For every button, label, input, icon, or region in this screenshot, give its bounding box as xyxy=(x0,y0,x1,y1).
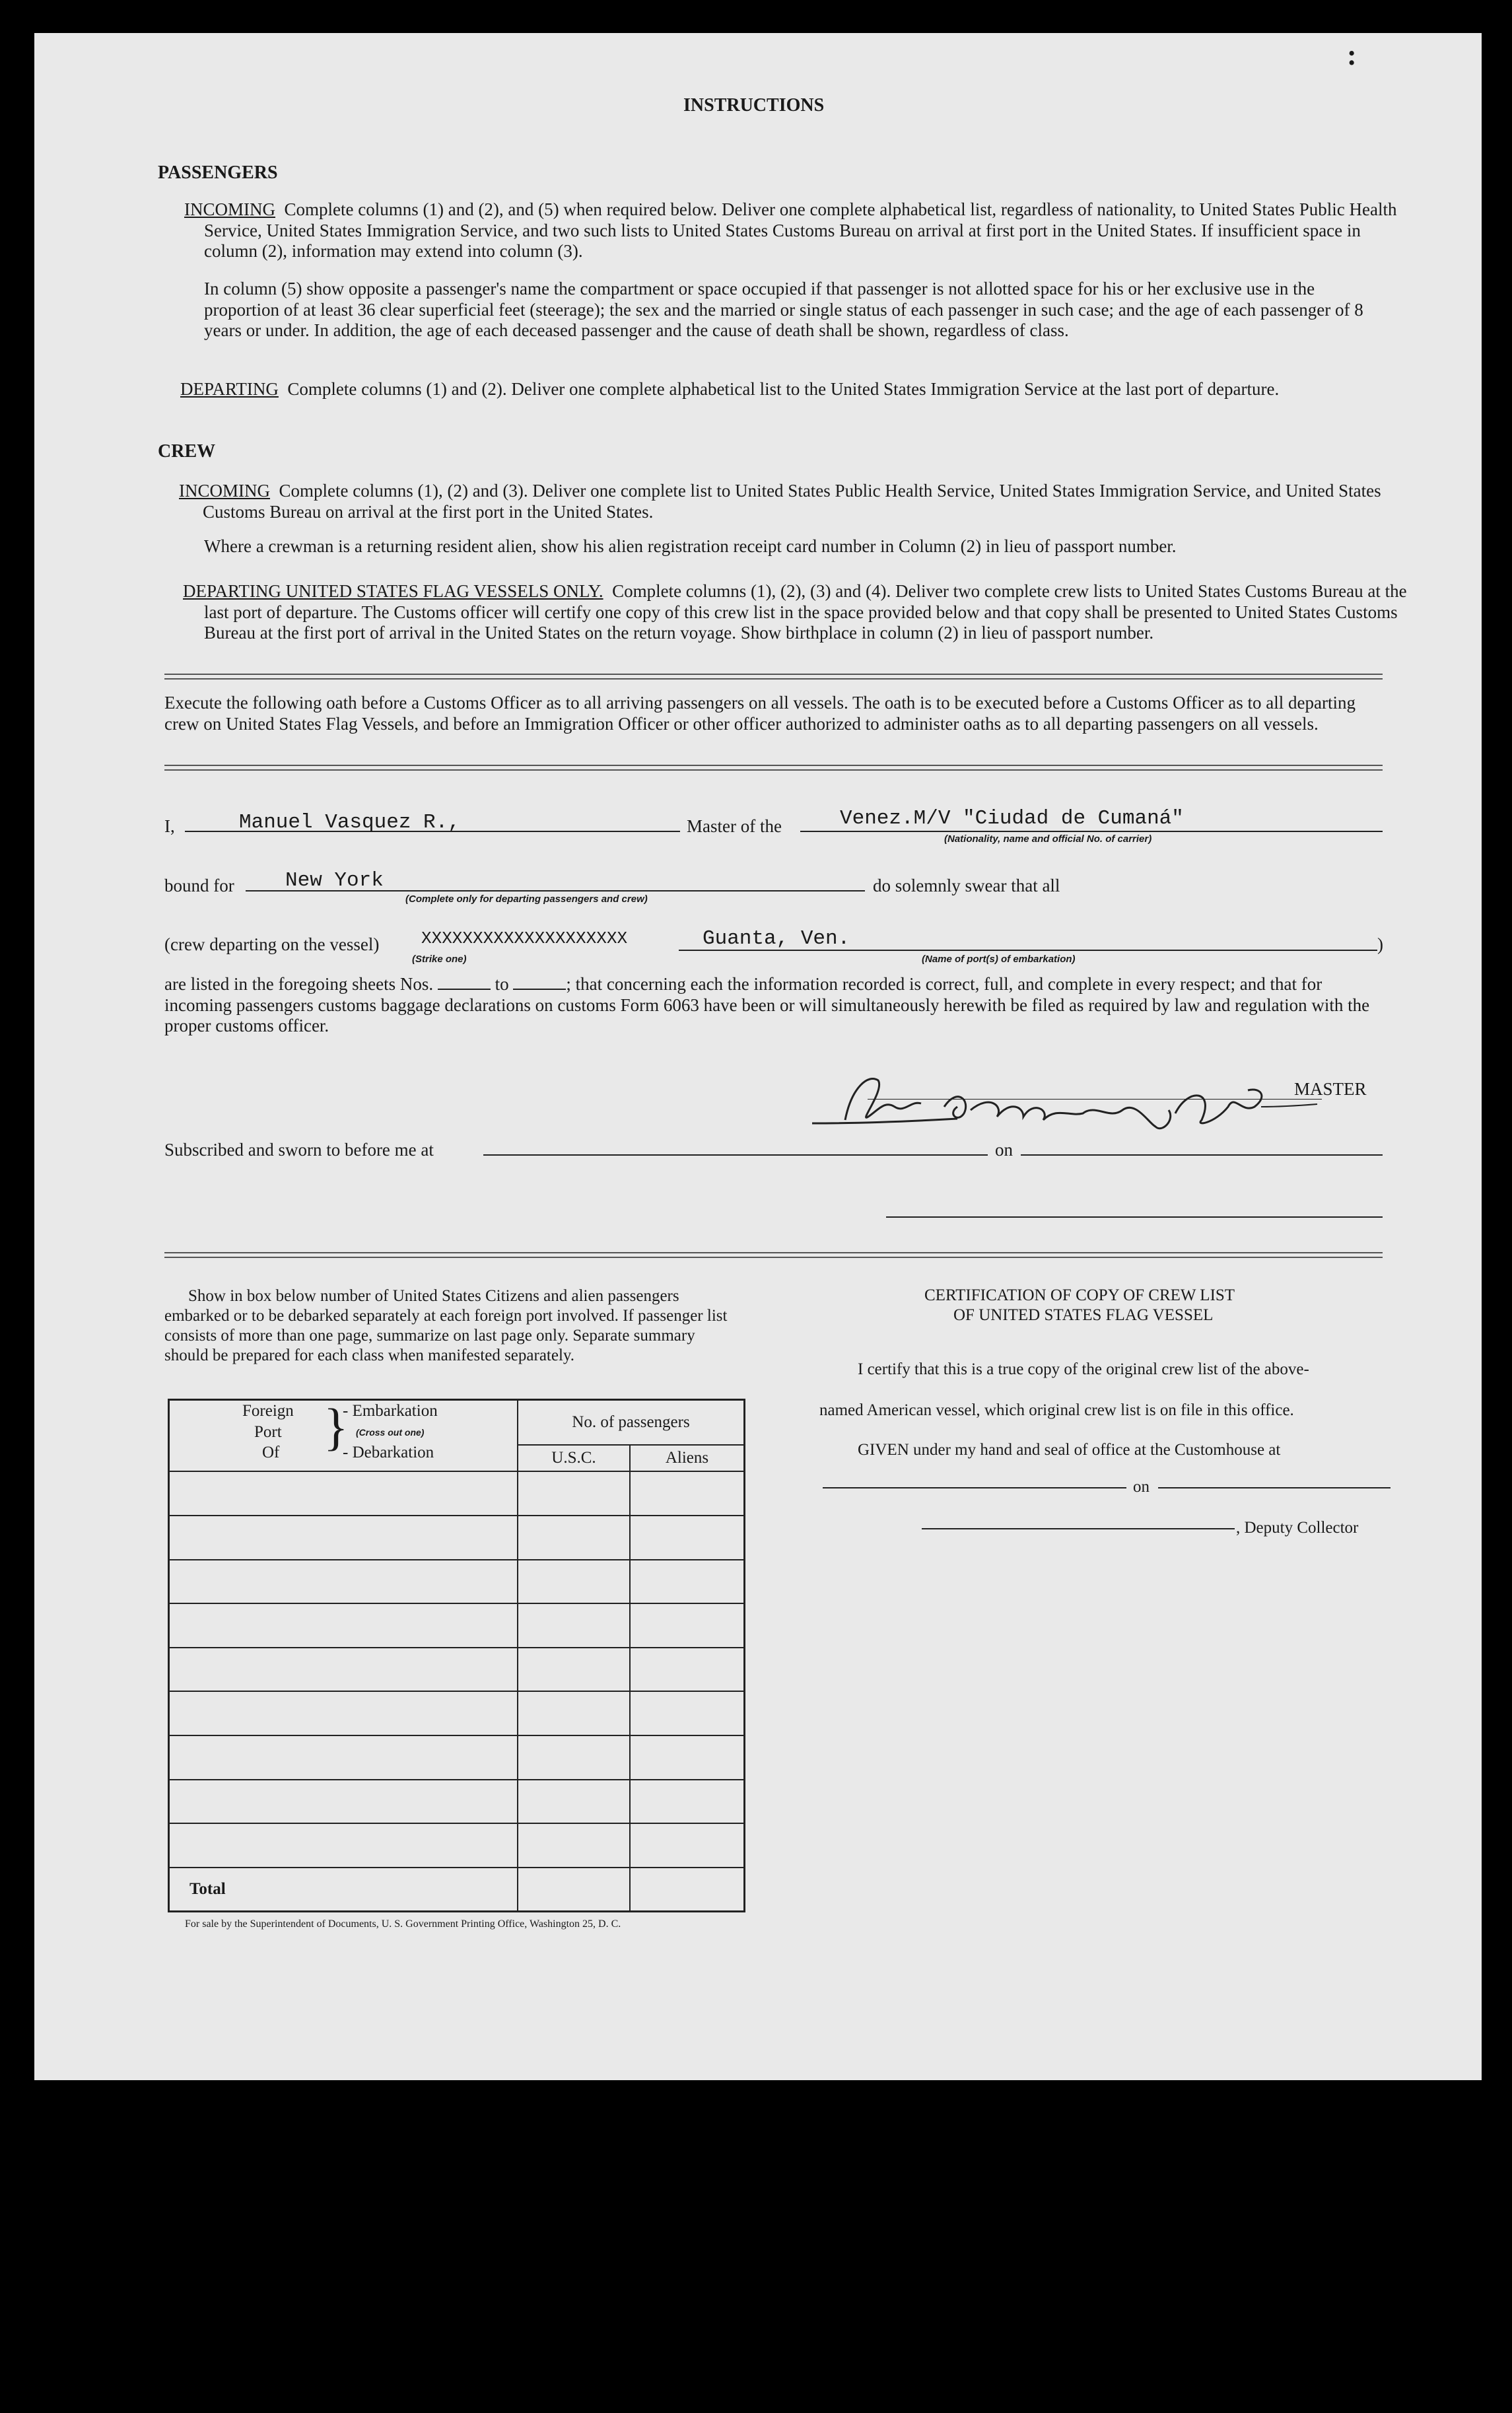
officer-signature-line[interactable] xyxy=(886,1216,1383,1218)
port-cell[interactable] xyxy=(169,1691,518,1735)
incoming-instructions xyxy=(184,199,1412,262)
oath-instruction: Execute the following oath before a Customs Officer as to all arriving passengers on all vessels. The oath is to be executed before a Customs Officer as to all departing crew on United States Flag Vessels, and before an Immigration Officer or other officer authorized to administer oaths as to all departing passengers on all vessels. xyxy=(164,693,1356,734)
col-port: Port xyxy=(254,1423,282,1441)
table-row xyxy=(169,1603,745,1648)
sheet-from-field[interactable] xyxy=(438,974,491,990)
aliens-cell[interactable] xyxy=(630,1516,745,1560)
crew-heading: CREW xyxy=(158,441,216,462)
usc-cell[interactable] xyxy=(518,1603,630,1648)
aliens-cell[interactable] xyxy=(630,1735,745,1780)
certification-date-line[interactable] xyxy=(1158,1487,1391,1488)
aliens-header: Aliens xyxy=(630,1445,745,1471)
summary-instructions: Show in box below number of United States Citizens and alien passengers embarked or to be debarked separately at each foreign port involved. If passenger list consists of more than one page, summarize on last page only. Separate summary should be prepared for each class when manifested separately. xyxy=(164,1287,728,1364)
usc-cell[interactable] xyxy=(518,1780,630,1824)
listed-paragraph xyxy=(164,974,1383,1037)
customhouse-line[interactable] xyxy=(823,1487,1126,1488)
certification-line-3: GIVEN under my hand and seal of office at the Customhouse at xyxy=(858,1441,1281,1459)
crew-departing-label: DEPARTING UNITED STATES FLAG VESSELS ONLY. xyxy=(183,581,603,601)
embark-port-field[interactable]: Guanta, Ven. xyxy=(703,927,850,950)
crew-incoming-label: INCOMING xyxy=(179,481,270,501)
crew-incoming-text: Complete columns (1), (2) and (3). Deliver one complete list to United States Public Health Service, United States Immigration Service, and United States Customs Bureau on arrival at the first port in the United States. xyxy=(203,481,1381,522)
usc-cell[interactable] xyxy=(518,1516,630,1560)
usc-cell[interactable] xyxy=(518,1471,630,1516)
certification-line-2: named American vessel, which original crew list is on file in this office. xyxy=(819,1401,1294,1419)
incoming-label: INCOMING xyxy=(184,199,275,219)
port-cell[interactable] xyxy=(169,1471,518,1516)
port-cell[interactable] xyxy=(169,1648,518,1692)
incoming-text: Complete columns (1) and (2), and (5) when required below. Deliver one complete alphabetical list, regardless of nationality, to United States Public Health Service, United States Immigration Service, and two such lists to United States Customs Bureau on arrival at first port in the United States. If insufficient space in column (2), information may extend into column (3). xyxy=(204,199,1397,261)
usc-header: U.S.C. xyxy=(518,1445,630,1471)
usc-total-cell[interactable] xyxy=(518,1868,630,1912)
table-row xyxy=(169,1471,745,1516)
master-signature-line xyxy=(868,1099,1322,1100)
aliens-cell[interactable] xyxy=(630,1823,745,1868)
embark-caption: (Name of port(s) of embarkation) xyxy=(922,954,1076,965)
vessel-field[interactable]: Venez.M/V "Ciudad de Cumaná" xyxy=(840,807,1184,830)
aliens-total-cell[interactable] xyxy=(630,1868,745,1912)
aliens-cell[interactable] xyxy=(630,1691,745,1735)
table-row xyxy=(169,1648,745,1692)
crew-departing-text: Complete columns (1), (2), (3) and (4). Deliver two complete crew lists to United States Customs Bureau at the last port of departure. The Customs officer will certify one copy of this crew list in the space provided below and that copy shall be presented to United States Customs Bureau at the first port of arrival in the United States on the return voyage. Show birthplace in column (2) in lieu of passport number. xyxy=(204,581,1407,643)
swear-text: do solemnly swear that all xyxy=(873,876,1060,895)
aliens-cell[interactable] xyxy=(630,1560,745,1604)
departing-text: Complete columns (1) and (2). Deliver one complete alphabetical list to the United States Immigration Service at the last port of departure. xyxy=(287,379,1280,399)
separator-rule xyxy=(164,765,1383,771)
certification-on-label: on xyxy=(1133,1478,1150,1496)
listed-text-2: ; that concerning each the information recorded is correct, full, and complete in every respect; and that for incoming passengers customs baggage declarations on customs Form 6063 have been or will simultaneously herewith be filed as required by law and regulation with the proper customs officer. xyxy=(164,974,1370,1035)
brace-icon: } xyxy=(324,1398,349,1455)
table-row xyxy=(169,1691,745,1735)
subscribed-on-label: on xyxy=(995,1140,1013,1160)
master-of-the-label: Master of the xyxy=(687,816,782,836)
aliens-cell[interactable] xyxy=(630,1648,745,1692)
column5-instructions: In column (5) show opposite a passenger's name the compartment or space occupied if that passenger is not allotted space for his or her exclusive use in the proportion of at least 36 clear superficial feet (steerage); the sex and the married or single status of each passenger in such case; and the age of each passenger of 8 years or under. In addition, the age of each deceased passenger and the cause of death shall be shown, regardless of class. xyxy=(204,279,1363,340)
bound-for-label: bound for xyxy=(164,876,234,895)
separator-rule xyxy=(164,1252,1383,1258)
usc-cell[interactable] xyxy=(518,1560,630,1604)
subscribed-label: Subscribed and sworn to before me at xyxy=(164,1140,434,1160)
crew-incoming-instructions xyxy=(179,481,1416,522)
listed-to: to xyxy=(495,974,509,994)
master-name-field[interactable]: Manuel Vasquez R., xyxy=(239,811,460,834)
passengers-header: No. of passengers xyxy=(518,1400,745,1446)
table-row xyxy=(169,1560,745,1604)
listed-text-1: are listed in the foregoing sheets Nos. xyxy=(164,974,434,994)
table-row xyxy=(169,1823,745,1868)
master-label: MASTER xyxy=(1294,1079,1367,1099)
embarkation-label: - Embarkation xyxy=(343,1402,438,1420)
certification-line-1: I certify that this is a true copy of the original crew list of the above- xyxy=(858,1360,1309,1378)
aliens-cell[interactable] xyxy=(630,1603,745,1648)
table-row xyxy=(169,1735,745,1780)
master-signature xyxy=(806,1061,1327,1133)
close-paren: ) xyxy=(1377,934,1383,954)
table-row xyxy=(169,1780,745,1824)
bound-caption: (Complete only for departing passengers and crew) xyxy=(405,893,648,905)
port-cell[interactable] xyxy=(169,1560,518,1604)
certification-title-1: CERTIFICATION OF COPY OF CREW LIST xyxy=(924,1286,1235,1304)
usc-cell[interactable] xyxy=(518,1823,630,1868)
usc-cell[interactable] xyxy=(518,1648,630,1692)
port-cell[interactable] xyxy=(169,1516,518,1560)
debarkation-label: - Debarkation xyxy=(343,1444,434,1461)
vessel-line xyxy=(800,831,1383,832)
cross-out-caption: (Cross out one) xyxy=(356,1427,425,1438)
passengers-heading: PASSENGERS xyxy=(158,162,278,183)
port-cell[interactable] xyxy=(169,1735,518,1780)
port-cell[interactable] xyxy=(169,1603,518,1648)
usc-cell[interactable] xyxy=(518,1735,630,1780)
col-of: Of xyxy=(262,1444,280,1461)
separator-rule xyxy=(164,674,1383,680)
port-cell[interactable] xyxy=(169,1780,518,1824)
gpo-footer: For sale by the Superintendent of Documents, U. S. Government Printing Office, Washington 25, D. C. xyxy=(185,1918,621,1930)
form-page xyxy=(34,33,1482,2080)
i-label: I, xyxy=(164,816,175,836)
bound-for-field[interactable]: New York xyxy=(285,869,384,892)
strike-caption: (Strike one) xyxy=(412,954,467,965)
col-foreign: Foreign xyxy=(242,1402,294,1420)
deputy-collector-line[interactable] xyxy=(922,1528,1235,1529)
total-label: Total xyxy=(169,1868,518,1912)
page-mark: : xyxy=(1347,39,1357,71)
port-cell[interactable] xyxy=(169,1823,518,1868)
subscribed-date-line[interactable] xyxy=(1021,1154,1383,1156)
struck-text: XXXXXXXXXXXXXXXXXXXX xyxy=(421,928,628,948)
instructions-title: INSTRUCTIONS xyxy=(683,95,825,116)
departing-instructions xyxy=(180,379,1416,400)
table-row xyxy=(169,1516,745,1560)
departing-label: DEPARTING xyxy=(180,379,279,399)
resident-alien-instructions: Where a crewman is a returning resident alien, show his alien registration receipt card number in Column (2) in lieu of passport number. xyxy=(204,536,1177,556)
sheet-to-field[interactable] xyxy=(513,974,566,990)
deputy-collector-label: , Deputy Collector xyxy=(1236,1519,1359,1537)
usc-cell[interactable] xyxy=(518,1691,630,1735)
vessel-caption: (Nationality, name and official No. of carrier) xyxy=(944,833,1152,845)
crew-departing-text: (crew departing on the vessel) xyxy=(164,934,380,954)
passenger-summary-table xyxy=(168,1399,745,1912)
foreign-port-header xyxy=(169,1400,518,1472)
subscribed-place-line[interactable] xyxy=(483,1154,988,1156)
total-row xyxy=(169,1868,745,1912)
aliens-cell[interactable] xyxy=(630,1471,745,1516)
crew-departing-instructions xyxy=(183,581,1414,644)
certification-title-2: OF UNITED STATES FLAG VESSEL xyxy=(953,1306,1214,1324)
aliens-cell[interactable] xyxy=(630,1780,745,1824)
